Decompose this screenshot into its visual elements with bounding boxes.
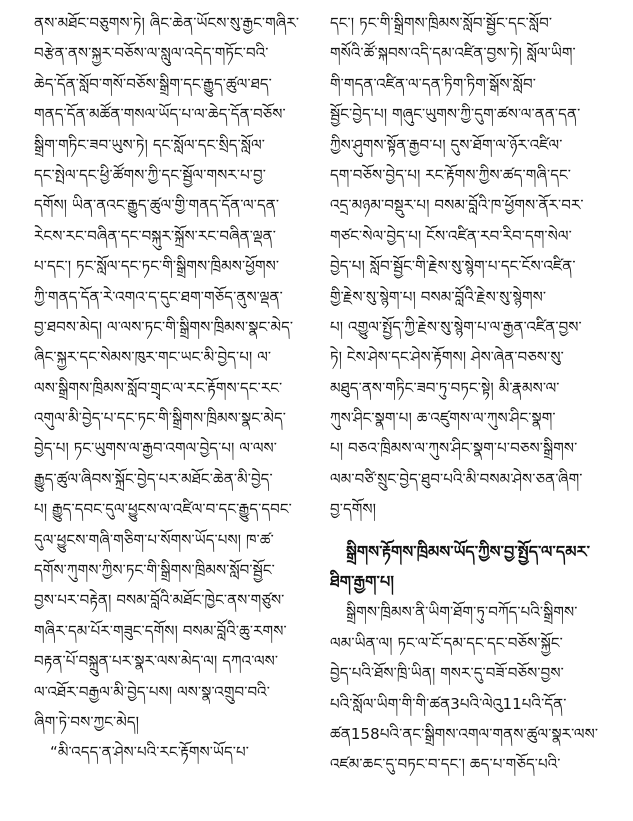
text-line: མཐུད་ནས་གཏིང་ཟབ་ཏུ་བཏང་སྟེ། མི་རྣམས་ལ་	[330, 378, 560, 397]
text-line: གཞིར་དམ་པོར་གཟུང་དགོས། བསམ་བློའི་ཆུ་རགས་	[34, 621, 287, 640]
text-line: ལམ་བཙི་སྲུང་བྱེད་ཐུབ་པའི་མི་བསམ་ཤེས་ཅན་ཞིག་	[330, 469, 583, 488]
text-line: དགོས་ཀུགས་ཀྱིས་ཏང་གི་སྒྲིགས་ཁྲིམས་སློབ་སྦྱོང་	[34, 561, 275, 580]
text-line: དག་བཅོས་བྱེད་པ། རང་རྟོགས་ཀྱིས་ཚད་གཞི་དང་	[330, 165, 571, 184]
paragraph-start-line: སྒྲིགས་ཁྲིམས་ནི་ཡིག་ཐོག་ཏུ་བཀོད་པའི་སྒྲིགས་	[346, 603, 578, 622]
section-heading: སྒྲིགས་རྟོགས་ཁྲིམས་ཡོད་ཀྱིས་བྱ་སྤྱོད་ལ་དམར་	[346, 541, 591, 561]
text-line: གསོའི་ཚོ་སྐབས་འདི་དམ་འཛིན་བྱས་ཏེ། སློལ་ཡིག་	[330, 44, 576, 63]
text-line: བྱེད་པའི་ཐོས་ཁྲི་ཡིན། གསར་དུ་བཟོ་བཅོས་བྱས་	[330, 664, 564, 683]
text-line: ནས་མཐོང་བཅུགས་ཏེ། ཞིང་ཆེན་ཡོངས་སུ་རྒྱང་གཞིར་	[34, 14, 300, 32]
text-line: ལམ་ཡིན་ལ། ཏང་ལ་ངོ་དམ་དང་དང་བཅོས་སྐྱོང་	[330, 633, 563, 652]
text-line: ཏེ། ངེས་ཤེས་དང་ཤེས་རྟོགས། ཤེས་ཞེན་བཅས་སུ་	[330, 348, 564, 367]
text-line: བྱ་ཐབས་མེད། ལ་ལས་ཏང་གི་སྒྲིགས་ཁྲིམས་སྣང་མེད་	[34, 317, 294, 336]
text-line: འགུལ་མི་བྱེད་པ་དང་ཏང་གི་སྒྲིགས་ཁྲིམས་སྣང་མེད་	[34, 409, 287, 428]
text-line: དགོས། ཡིན་ནའང་རྒྱུད་ཚུལ་གྱི་གནད་དོན་ལ་དན་	[34, 196, 280, 215]
text-line: ལས་སྒྲིགས་ཁྲིམས་སློབ་གྲྭང་ལ་རང་རྟོགས་དང་རང་	[34, 378, 283, 397]
text-line: རེངས་རང་བཞིན་དང་བསྐུར་སྐྲོས་རང་བཞིན་ལྡན་	[34, 226, 277, 245]
text-line: ཀྱི་གནད་དོན་རེ་འགའ་ད་དུང་ཐག་གཅོད་ནུས་ལྡན་	[34, 287, 283, 306]
text-line: དང་། ཏང་གི་སྒྲིགས་ཁྲིམས་སློབ་སྦྱོང་དང་སློབ་	[330, 14, 553, 32]
text-line: པའི་སློལ་ཡིག་གི་གི་ཚན3པའི་ལེའུ11པའི་དོན་	[330, 694, 567, 713]
text-line: རྒྱུད་ཚུལ་ཞིབས་སྐྲོང་བྱེད་པར་མཐོང་ཆེན་མི་བྱེད་	[34, 469, 273, 488]
text-line: བྱེད་པ། ཏང་ཡུགས་ལ་རྒྱབ་འགལ་བྱེད་པ། ལ་ལས་	[34, 439, 277, 458]
text-line: ཀྱིས་ཤུགས་སྟོན་རྒྱབ་པ། དུས་ཐོག་ལ་ཉོར་འཛིལ་	[330, 135, 563, 154]
paragraph-start-line: “མི་འདད་ན་ཤེས་པའི་རང་རྟོགས་ཡོད་པ་	[50, 743, 249, 762]
text-line: པ་དང་། ཏང་སློལ་དང་ཏང་གི་སྒྲིགས་ཁྲིམས་ཕྱོགས་	[34, 257, 280, 276]
text-line: སྒྲིག་གཏིང་ཟབ་ཡུས་ཏེ། དང་སློལ་དང་སྲིད་སློལ་	[34, 135, 266, 154]
section-spacer	[330, 525, 616, 537]
text-line: དུལ་ཕྱུངས་གཞི་གཅིག་པ་སོགས་ཡོད་པས། ཁ་ཚ་	[34, 530, 274, 549]
text-line: ཆེད་དོན་སློབ་གསོ་བཅོས་སྒྲིག་དང་རྒྱུད་ཚུལ་ཐད་	[34, 74, 272, 93]
text-line: པ། འགྱུལ་སྤྱོད་ཀྱི་རྗེས་སུ་སྙེག་པ་ལ་རྒྱན་འཛིན་བྱས་	[330, 317, 582, 336]
right-column	[330, 8, 616, 780]
text-line: པ། རྒྱུད་དབང་དུལ་ཕྱུངས་ལ་འཛིལ་བ་དང་རྒྱུད་དབང་	[34, 500, 292, 519]
section-heading-continued: ཐིག་རྒྱག་པ།	[330, 572, 394, 592]
text-line: ཞིག་ཏེ་བས་ཀྱང་མེད།	[34, 712, 140, 731]
text-line: འདྲ་མཉམ་བསྡུར་པ། བསམ་བློའི་ཁ་ཕྱོགས་ནོར་བར་	[330, 196, 584, 215]
text-line: གི་གདན་འཛིན་ལ་དན་ཏིག་ཏིག་སྒོས་སློབ་	[330, 74, 536, 93]
text-line: ལ་འཐོར་བརྒྱལ་མི་བྱེད་པས། ལས་སྣ་འགྲུབ་བའི་	[34, 682, 270, 701]
text-line: བྱེད་པ། སློབ་སྦྱོང་གི་རྗེས་སུ་སྙེག་པ་དང་ངོས་འཛིན་	[330, 257, 576, 276]
text-line: སྦྱོང་བྱེད་པ། གཞུང་ཡུགས་ཀྱི་དུག་ཚས་ལ་ནན་དན་	[330, 105, 581, 124]
left-column	[34, 8, 320, 768]
text-line: བྱ་དགོས།	[330, 500, 377, 519]
text-line: ཞིང་སྐྱར་དང་སེམས་ཁུར་གང་ཡང་མི་བྱེད་པ། ལ་	[34, 348, 272, 367]
text-line: གྱི་རྗེས་སུ་སྙེག་པ། བསམ་བློའི་རྗེས་སུ་སྙེགས་	[330, 287, 547, 306]
text-line: བྱས་པར་བརྟེན། བསམ་བློའི་མཐོང་ཁྱེང་ནས་གཙུས་	[34, 591, 285, 610]
text-line: གཙང་སེལ་བྱེད་པ། ངོས་འཛིན་རབ་རིབ་དག་སེལ་	[330, 226, 572, 245]
text-line: ཚན158པའི་ནང་སྒྲིགས་འགལ་གནས་ཚུལ་སྣར་ལས་	[330, 724, 599, 743]
text-line: བརྟན་པོ་བསྐྲུན་པར་སྣར་ལས་མེད་ལ། དཀའ་ལས་	[34, 652, 279, 671]
text-line: དང་སྤེལ་དང་ཕྱི་ཚོགས་ཀྱི་དང་སྦྱོལ་གསར་པ་བྱ་	[34, 165, 267, 184]
text-line: བརྩེན་ནས་སྐྱར་བཅོས་ལ་སླུལ་འདེད་གཏོང་བའི་	[34, 44, 269, 63]
text-line: པ། བཅའ་ཁྲིམས་ལ་ཀུས་ཤིང་སྣག་པ་བཅས་སྒྲིགས་	[330, 439, 578, 458]
text-line: གནད་དོན་མཚོན་གསལ་ཡོད་པ་ལ་ཆེད་དོན་བཅོས་	[34, 105, 286, 124]
text-line: ཀུས་ཤིང་སྣག་པ། ཆ་འཛུགས་ལ་ཀུས་ཤིང་སྣག་	[330, 409, 556, 428]
text-line: འཛམ་ཆང་དུ་བཏང་བ་དང་། ཆད་པ་གཅོད་པའི་	[330, 755, 561, 774]
